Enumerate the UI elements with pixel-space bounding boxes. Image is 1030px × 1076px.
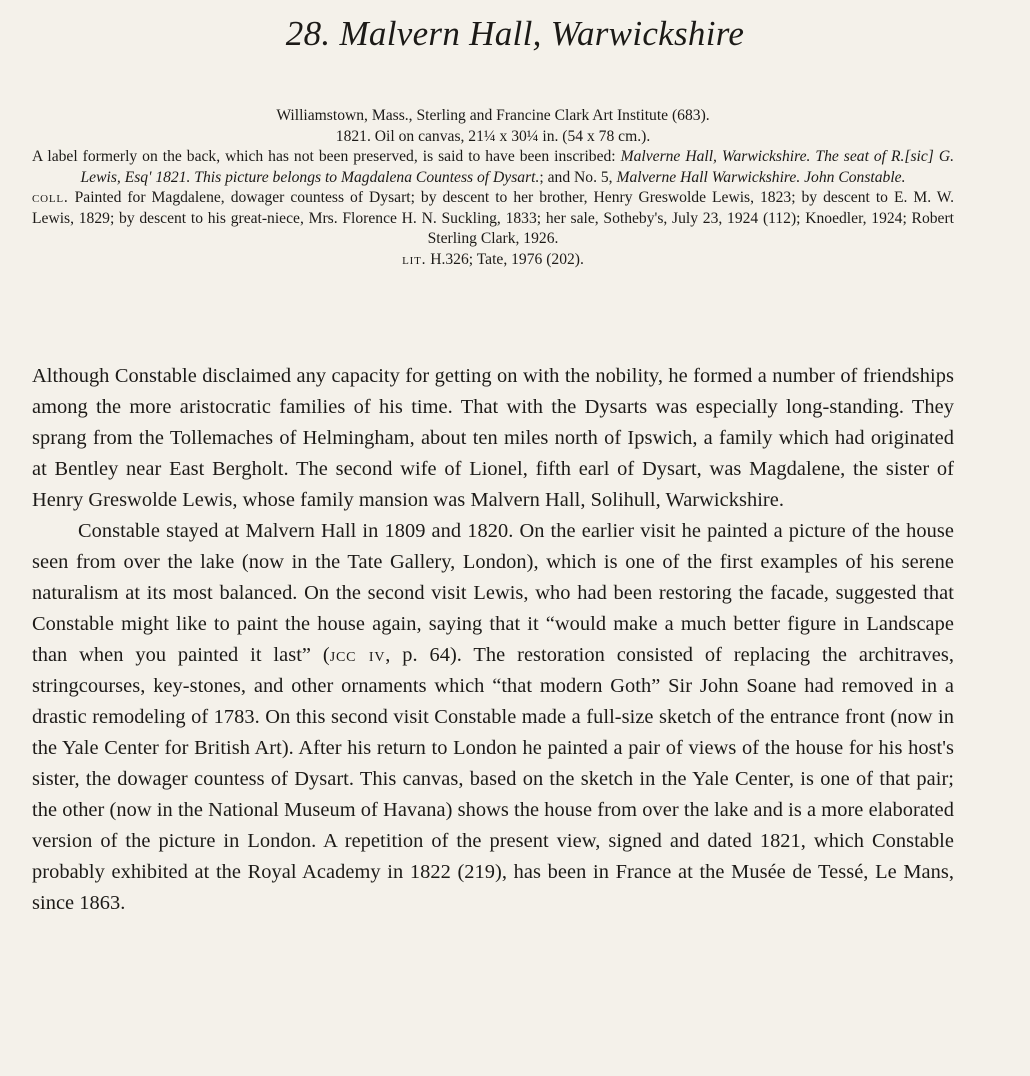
inscription-intro: A label formerly on the back, which has not been preserved, is said to have been inscribed: [32,148,621,165]
catalog-location: Williamstown, Mass., Sterling and Francine Clark Art Institute (683). [276,107,710,124]
inscription-text-1: Malverne Hall, Warwickshire. The seat of R.[sic] G. Lewis, Esq' 1821. This picture belongs to Magdalena Countess of Dysart. [80,148,954,186]
inscription-mid: ; and No. 5, [539,168,617,186]
jcc-reference: jcc iv [329,644,386,666]
catalog-inscription [32,147,954,188]
catalog-literature [32,250,954,271]
catalog-medium: 1821. Oil on canvas, 21¼ x 30¼ in. (54 x 78 cm.). [335,127,651,145]
paragraph-2-part-a: Constable stayed at Malvern Hall in 1809 and 1820. On the earlier visit he painted a picture of the house seen from over the lake (now in the Tate Gallery, London), which is one of the first examples of his serene naturalism at its most balanced. On the second visit Lewis, who had been restoring the facade, suggested that Constable might like to paint the house again, saying that it “would make a much better figure in Landscape than when you painted it last” ( [32,520,954,666]
collection-label: coll. [32,189,69,206]
literature-text: H.326; Tate, 1976 (202). [426,250,584,268]
paragraph-1: Although Constable disclaimed any capacity for getting on with the nobility, he formed a number of friendships among the more aristocratic families of his time. That with the Dysarts was especially long-standing. They sprang from the Tollemaches of Helmingham, about ten miles north of Ipswich, a family which had originated at Bentley near East Bergholt. The second wife of Lionel, fifth earl of Dysart, was Magdalene, the sister of Henry Greswolde Lewis, whose family mansion was Malvern Hall, Solihull, Warwickshire. [32,365,954,511]
catalog-collection [32,188,954,250]
collection-text: Painted for Magdalene, dowager countess of Dysart; by descent to her brother, Henry Greswolde Lewis, 1823; by descent to E. M. W. Lewis, 1829; by descent to his great-niece, Mrs. Florence H. N. Suckling, 1833; her sale, Sotheby's, July 23, 1924 (112); Knoedler, 1924; Robert Sterling Clark, 1926. [32,189,954,247]
essay-body [32,361,954,919]
inscription-text-2: Malverne Hall Warwickshire. John Constable. [616,168,906,186]
paragraph-2 [32,516,954,919]
literature-label: lit. [402,250,427,268]
entry-title: 28. Malvern Hall, Warwickshire [285,14,745,53]
catalog-entry [32,106,954,270]
paragraph-2-part-b: , p. 64). The restoration consisted of replacing the architraves, stringcourses, key-stones, and other ornaments which “that modern Goth” Sir John Soane had removed in a drastic remodeling of 1783. On this second visit Constable made a full-size sketch of the entrance front (now in the Yale Center for British Art). After his return to London he painted a pair of views of the house for his host's sister, the dowager countess of Dysart. This canvas, based on the sketch in the Yale Center, is one of that pair; the other (now in the National Museum of Havana) shows the house from over the lake and is a more elaborated version of the picture in London. A repetition of the present view, signed and dated 1821, which Constable probably exhibited at the Royal Academy in 1822 (219), has been in France at the Musée de Tessé, Le Mans, since 1863. [32,644,954,914]
